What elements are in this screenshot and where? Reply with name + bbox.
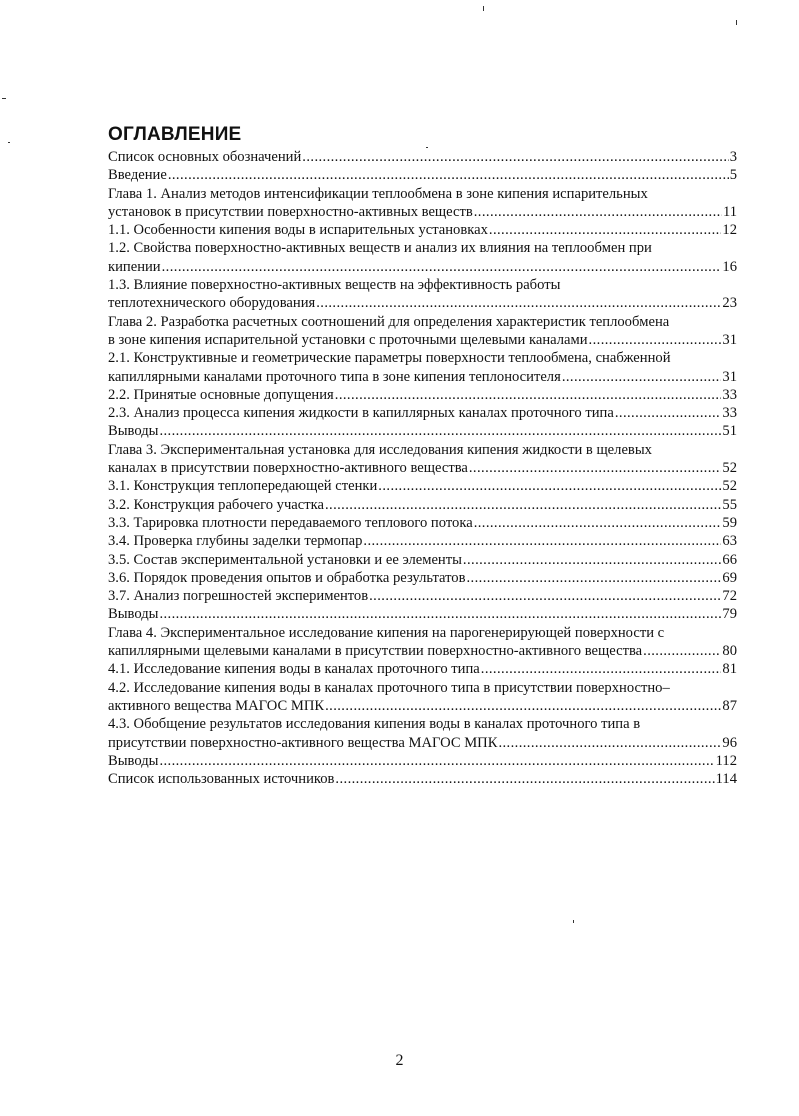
dot-leader (481, 660, 722, 678)
page-number: 2 (395, 1052, 404, 1069)
toc-page-number: 80 (722, 643, 737, 660)
dot-leader (369, 587, 721, 605)
toc-entry-title: капиллярными щелевыми каналами в присутствии поверхностно-активного вещества (108, 643, 643, 660)
toc-entry-title: 3.6. Порядок проведения опытов и обработка результатов (108, 569, 466, 586)
dot-leader (159, 752, 714, 770)
dot-leader (562, 368, 722, 386)
toc-entry-leader-line (108, 532, 737, 550)
dot-leader (378, 477, 721, 495)
toc-entry-leader-line (108, 569, 737, 587)
toc-entry-leader-line (108, 514, 737, 532)
toc-entry-text: Глава 3. Экспериментальная установка для исследования кипения жидкости в щелевых (108, 441, 652, 458)
toc-entry-text: 4.3. Обобщение результатов исследования кипения воды в каналах проточного типа в (108, 716, 641, 733)
toc-entry-title: 3.7. Анализ погрешностей экспериментов (108, 588, 369, 605)
toc-entry-title: 2.2. Принятые основные допущения (108, 386, 334, 403)
toc-entry-text: Глава 1. Анализ методов интенсификации теплообмена в зоне кипения испарительных (108, 185, 648, 202)
dot-leader (643, 642, 721, 660)
toc-page-number: 52 (722, 460, 737, 477)
dot-leader (316, 294, 721, 312)
toc-entry (108, 239, 737, 276)
dot-leader (363, 532, 721, 550)
toc-entry (108, 221, 737, 239)
toc-page-number: 96 (722, 734, 737, 751)
toc-entry-leader-line (108, 166, 737, 184)
dot-leader (159, 605, 721, 623)
toc-entry-leader-line (108, 605, 737, 623)
dot-leader (474, 514, 722, 532)
toc-page-number: 11 (722, 203, 737, 220)
toc-entry (108, 441, 737, 478)
toc-entry-leader-line (108, 294, 737, 312)
dot-leader (168, 166, 729, 184)
scan-speck (483, 6, 484, 11)
toc-entry-leader-line (108, 770, 737, 788)
toc-entry (108, 276, 737, 313)
toc-page-number: 33 (722, 405, 737, 422)
toc-entry-leader-line (108, 642, 737, 660)
toc-entry-leader-line (108, 404, 737, 422)
toc-entry-leader-line (108, 386, 737, 404)
toc-page-number: 3 (729, 149, 737, 165)
toc-page-number: 63 (722, 533, 737, 550)
toc-entry-leader-line (108, 422, 737, 440)
toc-entry-title: 3.2. Конструкция рабочего участка (108, 496, 324, 513)
toc-page-number: 31 (722, 368, 737, 385)
toc-entry-leader-line (108, 148, 737, 166)
scan-speck (736, 20, 737, 25)
toc-entry-title: Список использованных источников (108, 771, 335, 788)
toc-entry-leader-line (108, 477, 737, 495)
dot-leader (469, 459, 722, 477)
toc-entry (108, 715, 737, 752)
toc-entry-leader-line (108, 697, 737, 715)
toc-entry-text: 1.2. Свойства поверхностно-активных веществ и анализ их влияния на теплообмен при (108, 240, 652, 257)
toc-entry-title: Выводы (108, 423, 159, 440)
toc-entry-leader-line (108, 496, 737, 514)
toc-entry (108, 551, 737, 569)
toc-entry-leader-line (108, 459, 737, 477)
dot-leader (159, 422, 721, 440)
toc-entry (108, 496, 737, 514)
toc-page-number: 112 (715, 752, 737, 769)
dot-leader (325, 496, 721, 514)
table-of-contents (108, 148, 737, 788)
toc-page-number: 23 (722, 295, 737, 312)
toc-page-number: 69 (722, 569, 737, 586)
toc-entry (108, 770, 737, 788)
toc-entry-title: каналах в присутствии поверхностно-активного вещества (108, 460, 468, 477)
toc-entry-text: 1.3. Влияние поверхностно-активных веществ на эффективность работы (108, 277, 561, 294)
toc-entry-title: 3.4. Проверка глубины заделки термопар (108, 533, 363, 550)
toc-entry (108, 185, 737, 222)
dot-leader (589, 331, 722, 349)
toc-entry (108, 532, 737, 550)
toc-page-number: 33 (722, 386, 737, 403)
dot-leader (302, 148, 728, 166)
toc-entry (108, 386, 737, 404)
dot-leader (615, 404, 722, 422)
toc-page-number: 59 (722, 514, 737, 531)
dot-leader (474, 203, 722, 221)
toc-page-number: 87 (722, 697, 737, 714)
toc-entry (108, 349, 737, 386)
toc-entry-text: Глава 4. Экспериментальное исследование кипения на парогенерирующей поверхности с (108, 624, 665, 641)
toc-entry-title: 1.1. Особенности кипения воды в испарительных установках (108, 222, 488, 239)
toc-page-number: 31 (722, 331, 737, 348)
dot-leader (325, 697, 721, 715)
toc-entry-leader-line (108, 660, 737, 678)
toc-entry-title: Введение (108, 167, 167, 184)
toc-entry-title: 2.3. Анализ процесса кипения жидкости в капиллярных каналах проточного типа (108, 405, 614, 422)
toc-entry-leader-line (108, 221, 737, 239)
toc-entry (108, 514, 737, 532)
toc-entry-title: теплотехнического оборудования (108, 295, 316, 312)
toc-entry (108, 605, 737, 623)
toc-entry-title: присутствии поверхностно-активного вещества МАГОС МПК (108, 734, 498, 751)
toc-entry-title: 4.1. Исследование кипения воды в каналах проточного типа (108, 661, 480, 678)
toc-entry-text: Глава 2. Разработка расчетных соотношений для определения характеристик теплообмена (108, 313, 670, 330)
toc-entry-title: установок в присутствии поверхностно-активных веществ (108, 203, 473, 220)
toc-entry (108, 624, 737, 661)
dot-leader (489, 221, 722, 239)
scan-speck (426, 147, 428, 148)
toc-entry-leader-line (108, 551, 737, 569)
toc-entry (108, 404, 737, 422)
toc-entry (108, 422, 737, 440)
toc-entry-leader-line (108, 734, 737, 752)
dot-leader (162, 258, 722, 276)
toc-entry-leader-line (108, 258, 737, 276)
toc-entry-title: в зоне кипения испарительной установки с проточными щелевыми каналами (108, 331, 588, 348)
toc-entry (108, 679, 737, 716)
toc-entry-leader-line (108, 752, 737, 770)
dot-leader (467, 569, 722, 587)
toc-page-number: 79 (722, 606, 737, 623)
scan-speck (573, 920, 574, 923)
toc-entry-leader-line (108, 368, 737, 386)
toc-page-number: 81 (722, 661, 737, 678)
toc-entry-text: 4.2. Исследование кипения воды в каналах проточного типа в присутствии поверхностно– (108, 679, 670, 696)
toc-page-number: 12 (722, 222, 737, 239)
toc-page-number: 52 (722, 478, 737, 495)
toc-entry-leader-line (108, 331, 737, 349)
toc-page-number: 16 (722, 258, 737, 275)
toc-page-number: 114 (715, 771, 737, 788)
toc-entry-title: Выводы (108, 752, 159, 769)
dot-leader (463, 551, 721, 569)
toc-page-number: 55 (722, 496, 737, 513)
toc-entry-title: активного вещества МАГОС МПК (108, 697, 325, 714)
toc-entry (108, 752, 737, 770)
toc-page-number: 5 (729, 167, 737, 184)
toc-entry (108, 660, 737, 678)
toc-entry (108, 313, 737, 350)
dot-leader (335, 770, 714, 788)
toc-entry-title: Список основных обозначений (108, 149, 302, 165)
toc-entry-title: 3.1. Конструкция теплопередающей стенки (108, 478, 378, 495)
toc-page-number: 51 (722, 423, 737, 440)
toc-entry (108, 148, 737, 166)
scan-speck (8, 142, 10, 143)
toc-entry (108, 477, 737, 495)
toc-entry-title: 3.5. Состав экспериментальной установки и ее элементы (108, 551, 462, 568)
toc-heading: ОГЛАВЛЕНИЕ (108, 124, 242, 145)
toc-entry-leader-line (108, 587, 737, 605)
toc-entry-text: 2.1. Конструктивные и геометрические параметры поверхности теплообмена, снабженной (108, 350, 671, 367)
toc-page-number: 66 (722, 551, 737, 568)
toc-entry-title: капиллярными каналами проточного типа в зоне кипения теплоносителя (108, 368, 561, 385)
toc-entry (108, 166, 737, 184)
toc-entry-title: кипении (108, 258, 161, 275)
toc-entry (108, 569, 737, 587)
toc-page-number: 72 (722, 588, 737, 605)
toc-entry-title: 3.3. Тарировка плотности передаваемого теплового потока (108, 514, 473, 531)
dot-leader (498, 734, 721, 752)
toc-entry (108, 587, 737, 605)
dot-leader (335, 386, 722, 404)
scan-speck (2, 98, 6, 99)
toc-entry-leader-line (108, 203, 737, 221)
toc-entry-title: Выводы (108, 606, 159, 623)
